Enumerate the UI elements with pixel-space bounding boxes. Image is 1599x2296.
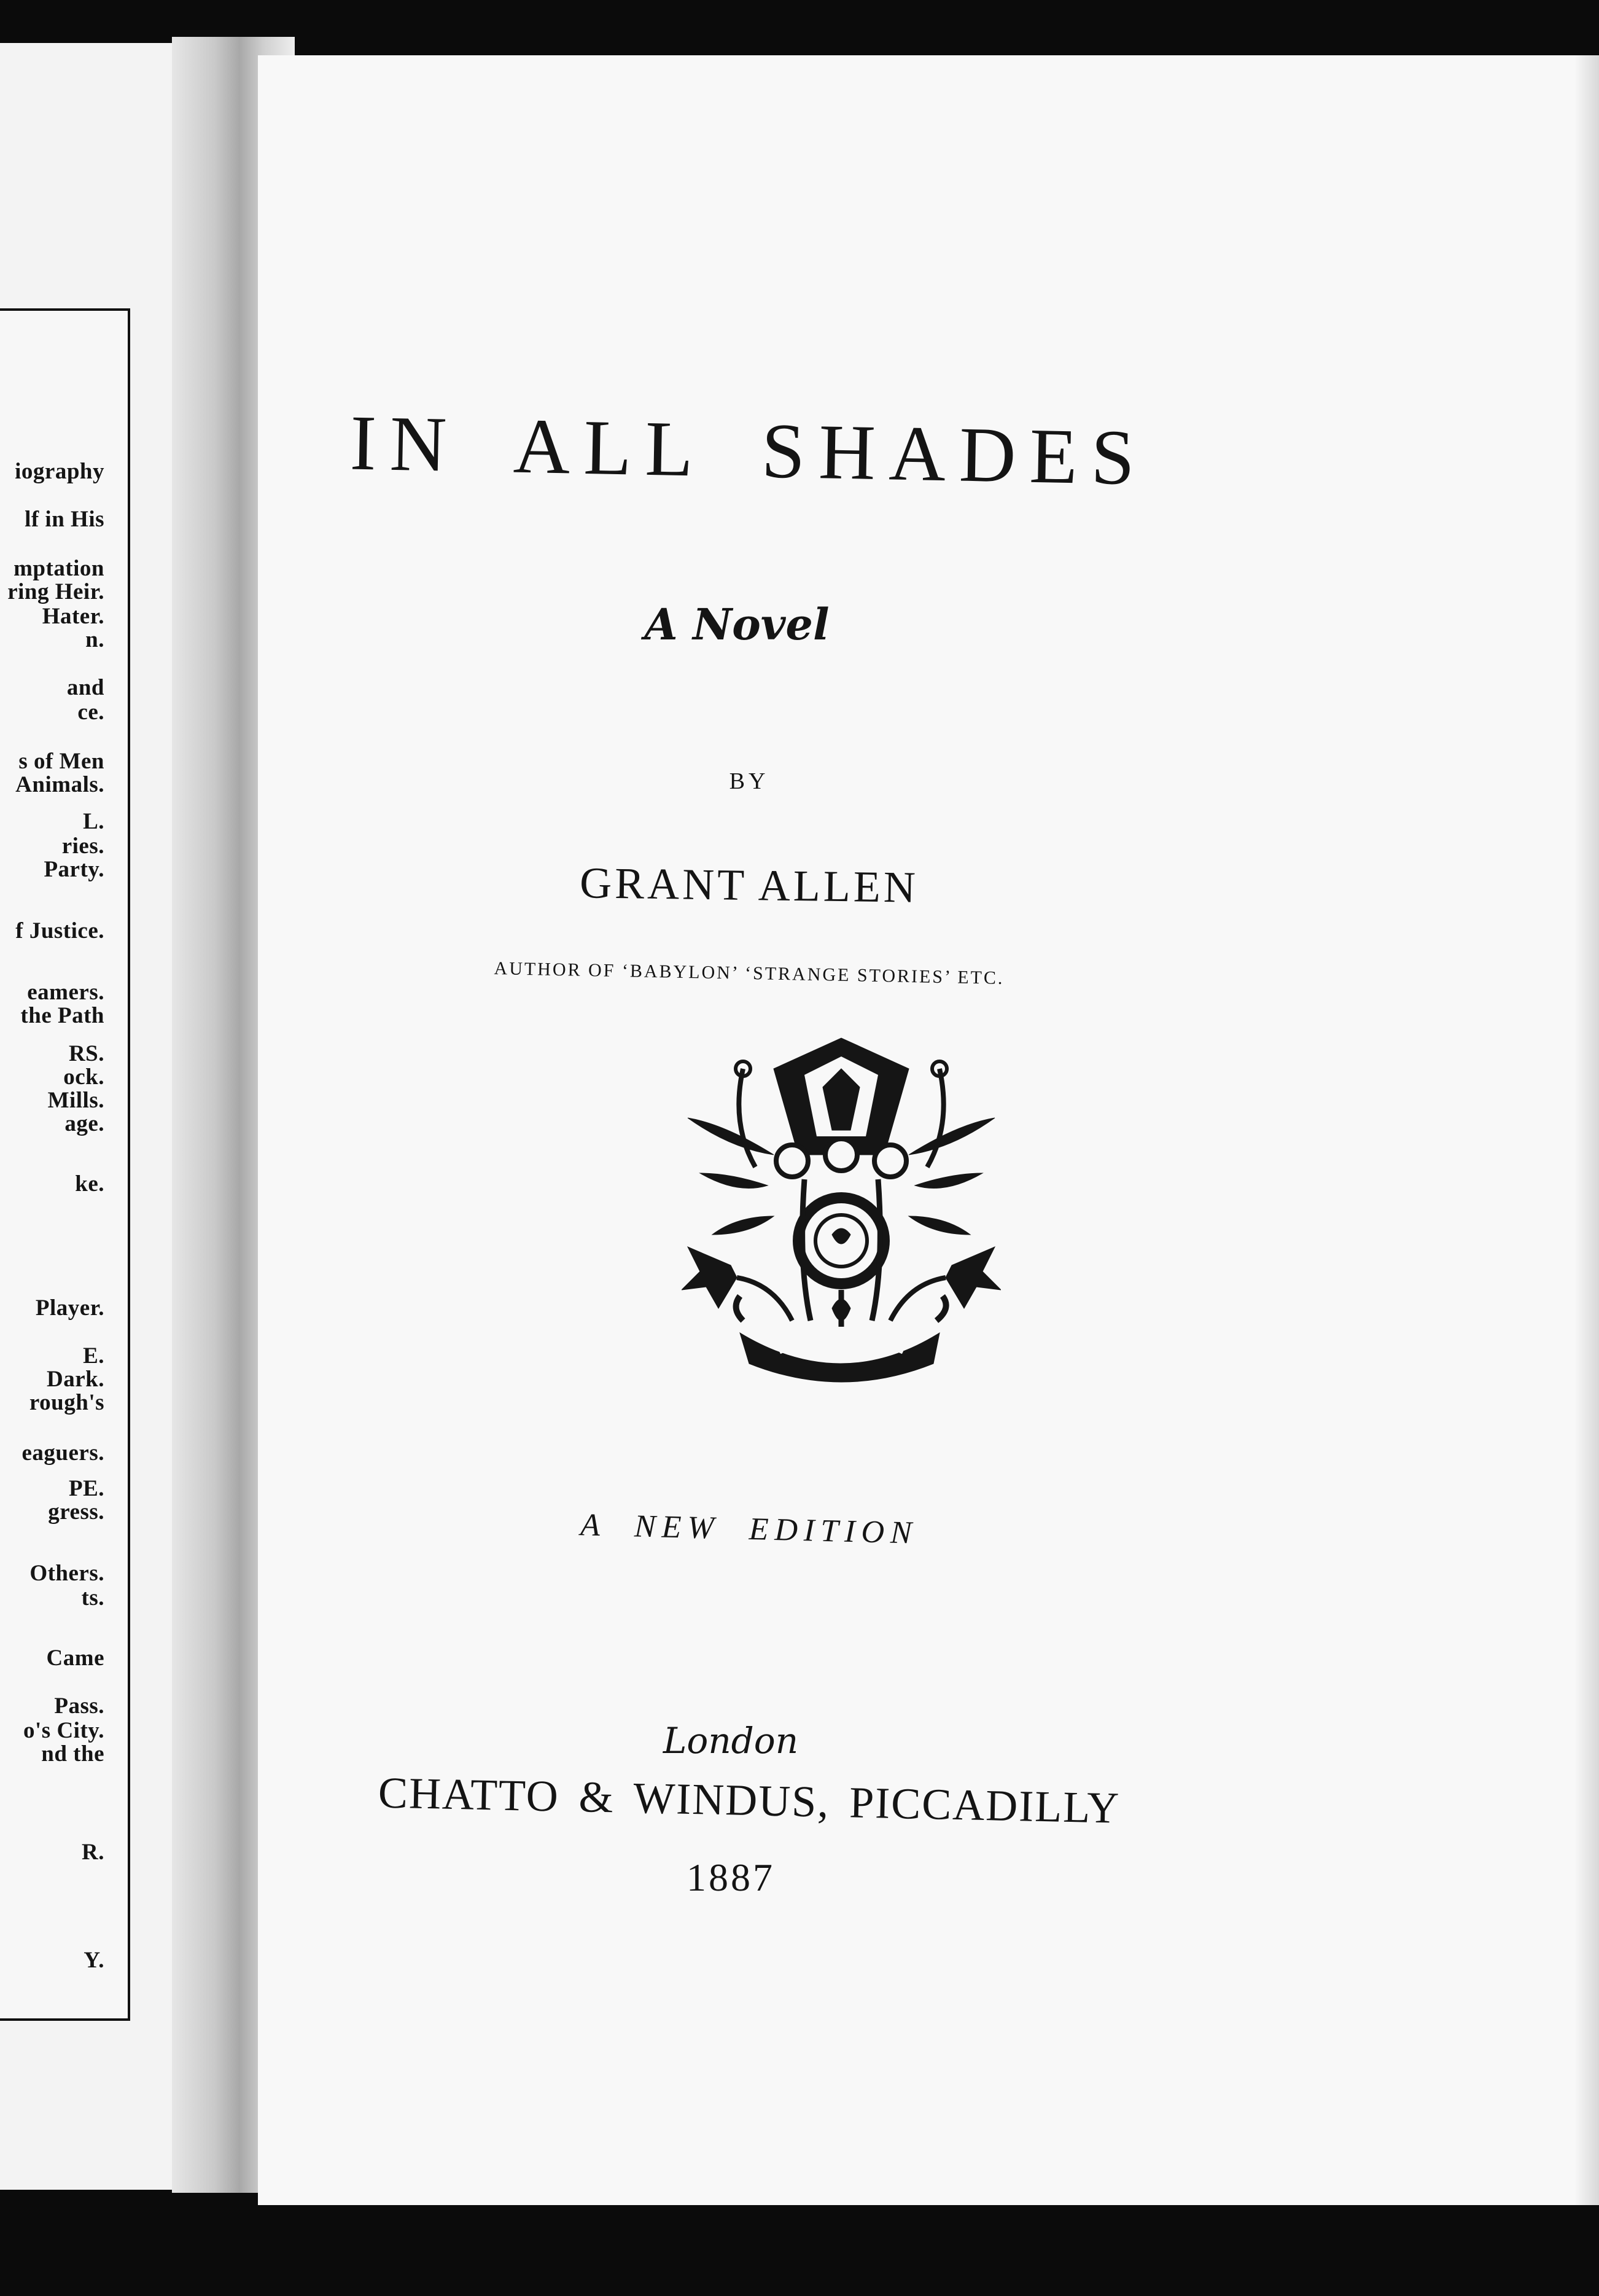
ad-line: Hater.	[42, 604, 104, 629]
ad-line: PE.	[68, 1476, 104, 1501]
ad-line: Y.	[84, 1948, 104, 1973]
ad-line: s of Men	[18, 749, 104, 774]
ad-line: f Justice.	[15, 918, 104, 943]
ad-line: ock.	[63, 1064, 104, 1090]
book-title: IN ALL SHADES	[349, 399, 1150, 502]
ad-line: eaguers.	[21, 1440, 104, 1466]
ad-line: ke.	[75, 1171, 104, 1197]
ad-line: Dark.	[47, 1367, 104, 1392]
ad-line: the Path	[20, 1003, 104, 1028]
title-page	[258, 55, 1599, 2205]
ad-line: ring Heir.	[7, 579, 104, 604]
author-credits: AUTHOR OF ‘BABYLON’ ‘STRANGE STORIES’ ETC.	[494, 958, 1005, 988]
publication-year: 1887	[687, 1856, 775, 1899]
ad-line: nd the	[41, 1741, 104, 1767]
ad-line: Mills.	[47, 1088, 104, 1113]
ad-line: o's City.	[23, 1718, 104, 1743]
ad-line: Pass.	[54, 1693, 104, 1719]
ad-line: Animals.	[15, 772, 104, 797]
ad-line: rough's	[29, 1390, 104, 1415]
ad-line: E.	[83, 1343, 104, 1369]
lotus-ornament-icon	[682, 1032, 1001, 1400]
edition-line: A NEW EDITION	[580, 1507, 919, 1551]
ad-line: RS.	[68, 1041, 104, 1066]
by-line: BY	[729, 768, 769, 794]
book-subtitle: A Novel	[644, 599, 830, 650]
ad-line: Others.	[29, 1561, 104, 1586]
ad-line: ts.	[81, 1585, 104, 1611]
ad-line: Player.	[35, 1295, 104, 1321]
ad-line: mptation	[14, 556, 104, 581]
publisher-city: London	[663, 1720, 799, 1762]
ad-line: eamers.	[27, 980, 104, 1005]
ad-line: ce.	[77, 700, 104, 725]
ad-line: Came	[46, 1646, 104, 1671]
ad-line: R.	[82, 1840, 104, 1865]
ad-line: n.	[85, 627, 104, 652]
advertisement-list-box	[0, 308, 130, 2021]
ad-line: gress.	[48, 1499, 104, 1525]
publisher-name: CHATTO & WINDUS, PICCADILLY	[378, 1768, 1121, 1833]
ad-line: lf in His	[25, 507, 104, 532]
author-name: GRANT ALLEN	[579, 858, 919, 912]
page-edge	[1574, 55, 1599, 2205]
ad-line: Party.	[44, 857, 104, 882]
ad-line: age.	[64, 1111, 104, 1136]
ad-line: and	[66, 675, 104, 700]
ad-line: iography	[15, 459, 104, 484]
ad-line: L.	[83, 809, 104, 834]
ad-line: ries.	[61, 834, 104, 859]
